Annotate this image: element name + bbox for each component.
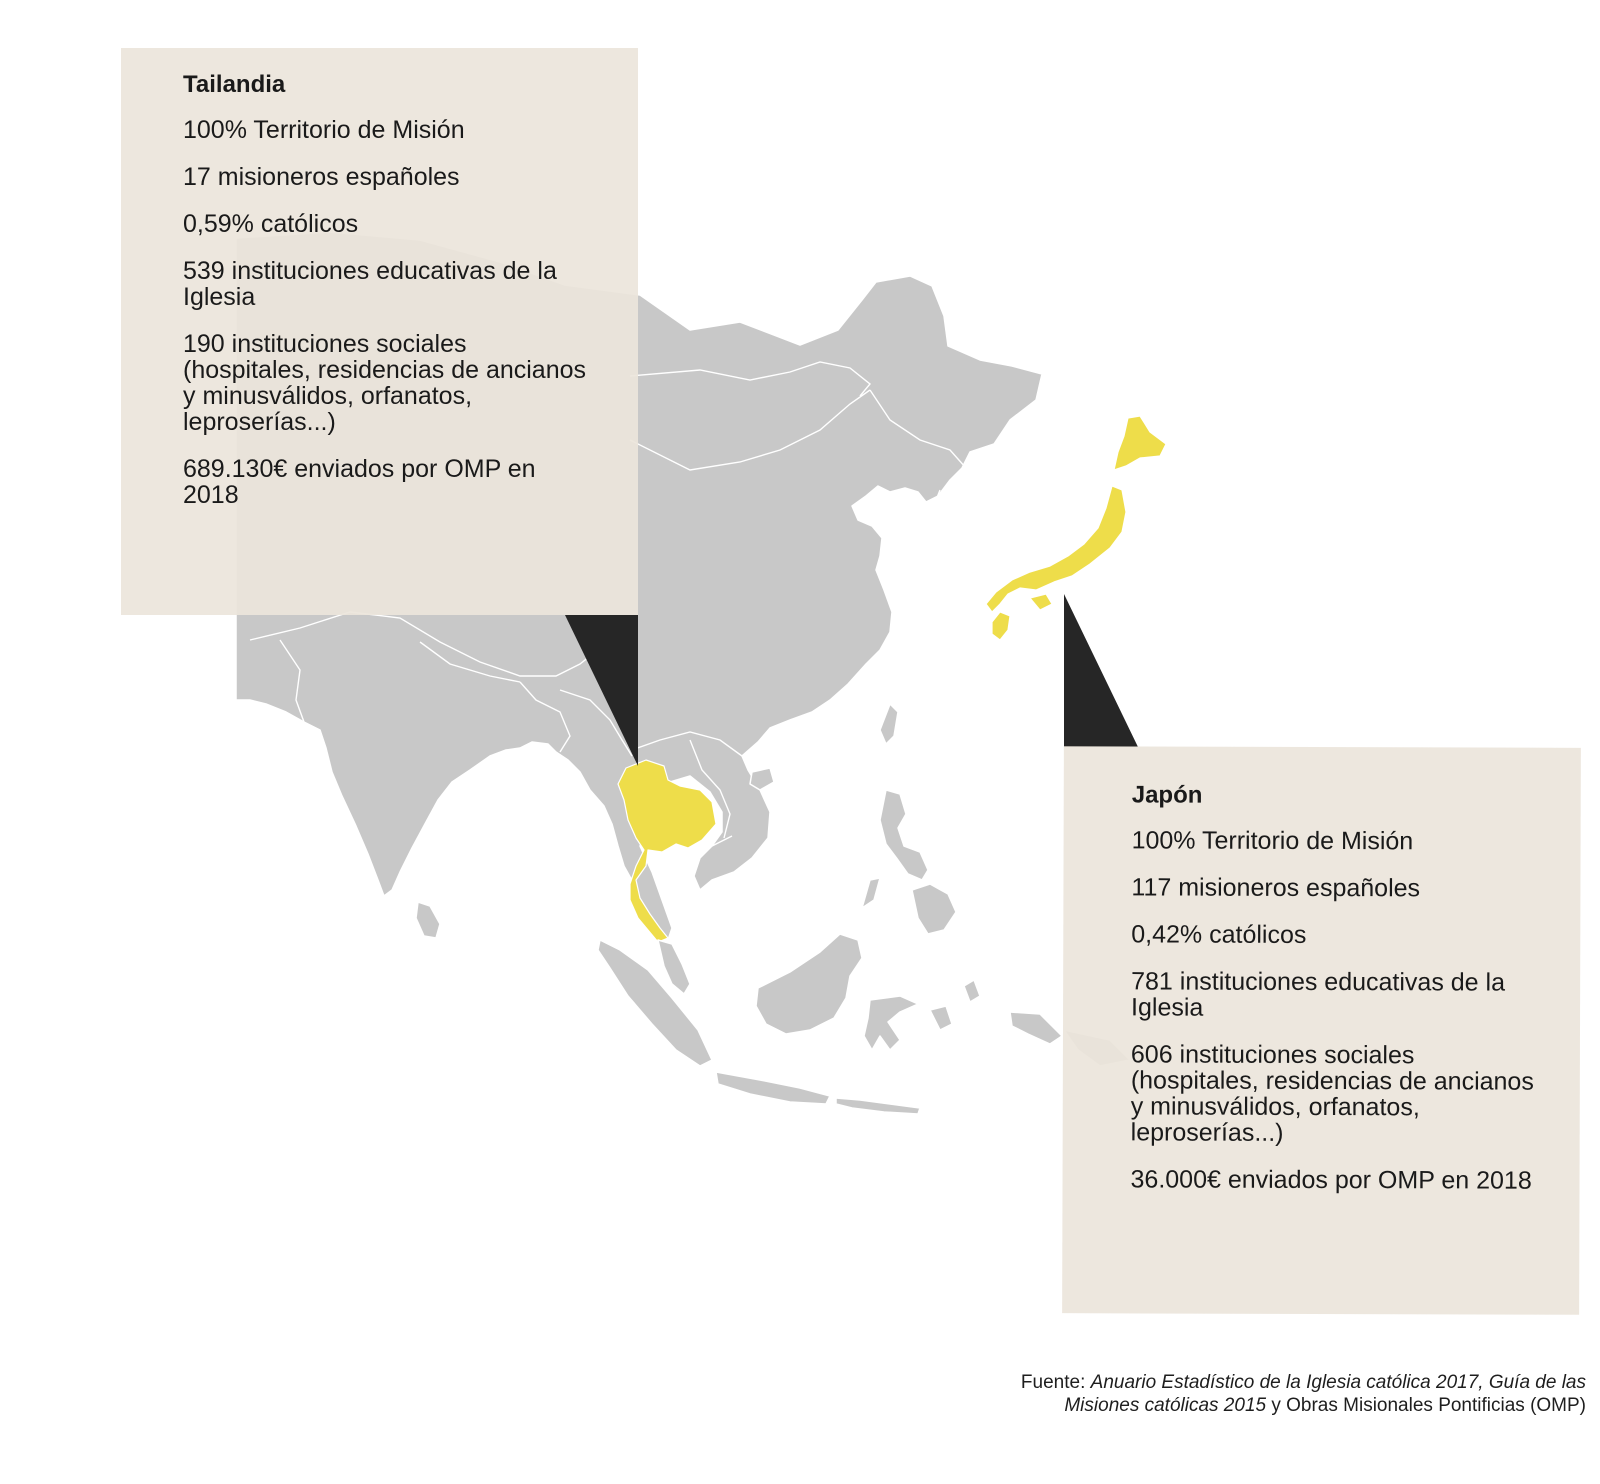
- thailand-stat-funds: 689.130€ enviados por OMP en 2018: [183, 455, 536, 509]
- thailand-stat-catholics: 0,59% católicos: [183, 210, 359, 238]
- japan-stat-social: 606 instituciones sociales (hospitales, residencias de ancianos y minusválidos, orfanatos, leproserías...): [1130, 1040, 1534, 1147]
- sumatra: [598, 940, 712, 1066]
- source-suffix: y Obras Misionales Pontificias (OMP): [1266, 1395, 1586, 1416]
- source-italic-2: Misiones católicas 2015: [1064, 1395, 1267, 1416]
- taiwan: [880, 704, 898, 744]
- japan-stat-education: 781 instituciones educativas de la Iglesia: [1131, 967, 1506, 1022]
- thailand-stat-territory: 100% Territorio de Misión: [183, 116, 465, 144]
- philippines: [862, 790, 956, 934]
- sri-lanka: [416, 902, 440, 938]
- japan-pointer: [1064, 594, 1138, 747]
- thailand-stat-missionaries: 17 misioneros españoles: [183, 163, 460, 191]
- hainan: [750, 768, 774, 790]
- borneo: [756, 934, 862, 1034]
- thailand-title: Tailandia: [183, 71, 286, 98]
- japan-info-card: [1062, 746, 1581, 1315]
- moluccas: [930, 980, 1062, 1044]
- source-prefix: Fuente:: [1020, 1372, 1091, 1393]
- japan-title: Japón: [1131, 781, 1203, 809]
- thailand-info-card: [121, 48, 638, 615]
- japan-stat-catholics: 0,42% católicos: [1131, 920, 1307, 949]
- source-italic-1: Anuario Estadístico de la Iglesia católica 2017, Guía de las: [1090, 1372, 1586, 1393]
- japan-stat-territory: 100% Territorio de Misión: [1131, 826, 1414, 856]
- japan-highlight: [986, 416, 1166, 640]
- source-note: [1021, 1371, 1586, 1417]
- malay-peninsula: [658, 940, 690, 994]
- thailand-stat-education: 539 instituciones educativas de la Iglesia: [183, 257, 557, 311]
- sulawesi: [864, 996, 918, 1050]
- border-korea: [928, 490, 976, 578]
- lesser-sunda: [836, 1098, 920, 1114]
- japan-stat-missionaries: 117 misioneros españoles: [1131, 873, 1421, 903]
- japan-stat-funds: 36.000€ enviados por OMP en 2018: [1130, 1165, 1532, 1195]
- java: [716, 1072, 830, 1104]
- thailand-stat-social: 190 instituciones sociales (hospitales, residencias de ancianos y minusválidos, orfanatos, leproserías...): [183, 330, 587, 436]
